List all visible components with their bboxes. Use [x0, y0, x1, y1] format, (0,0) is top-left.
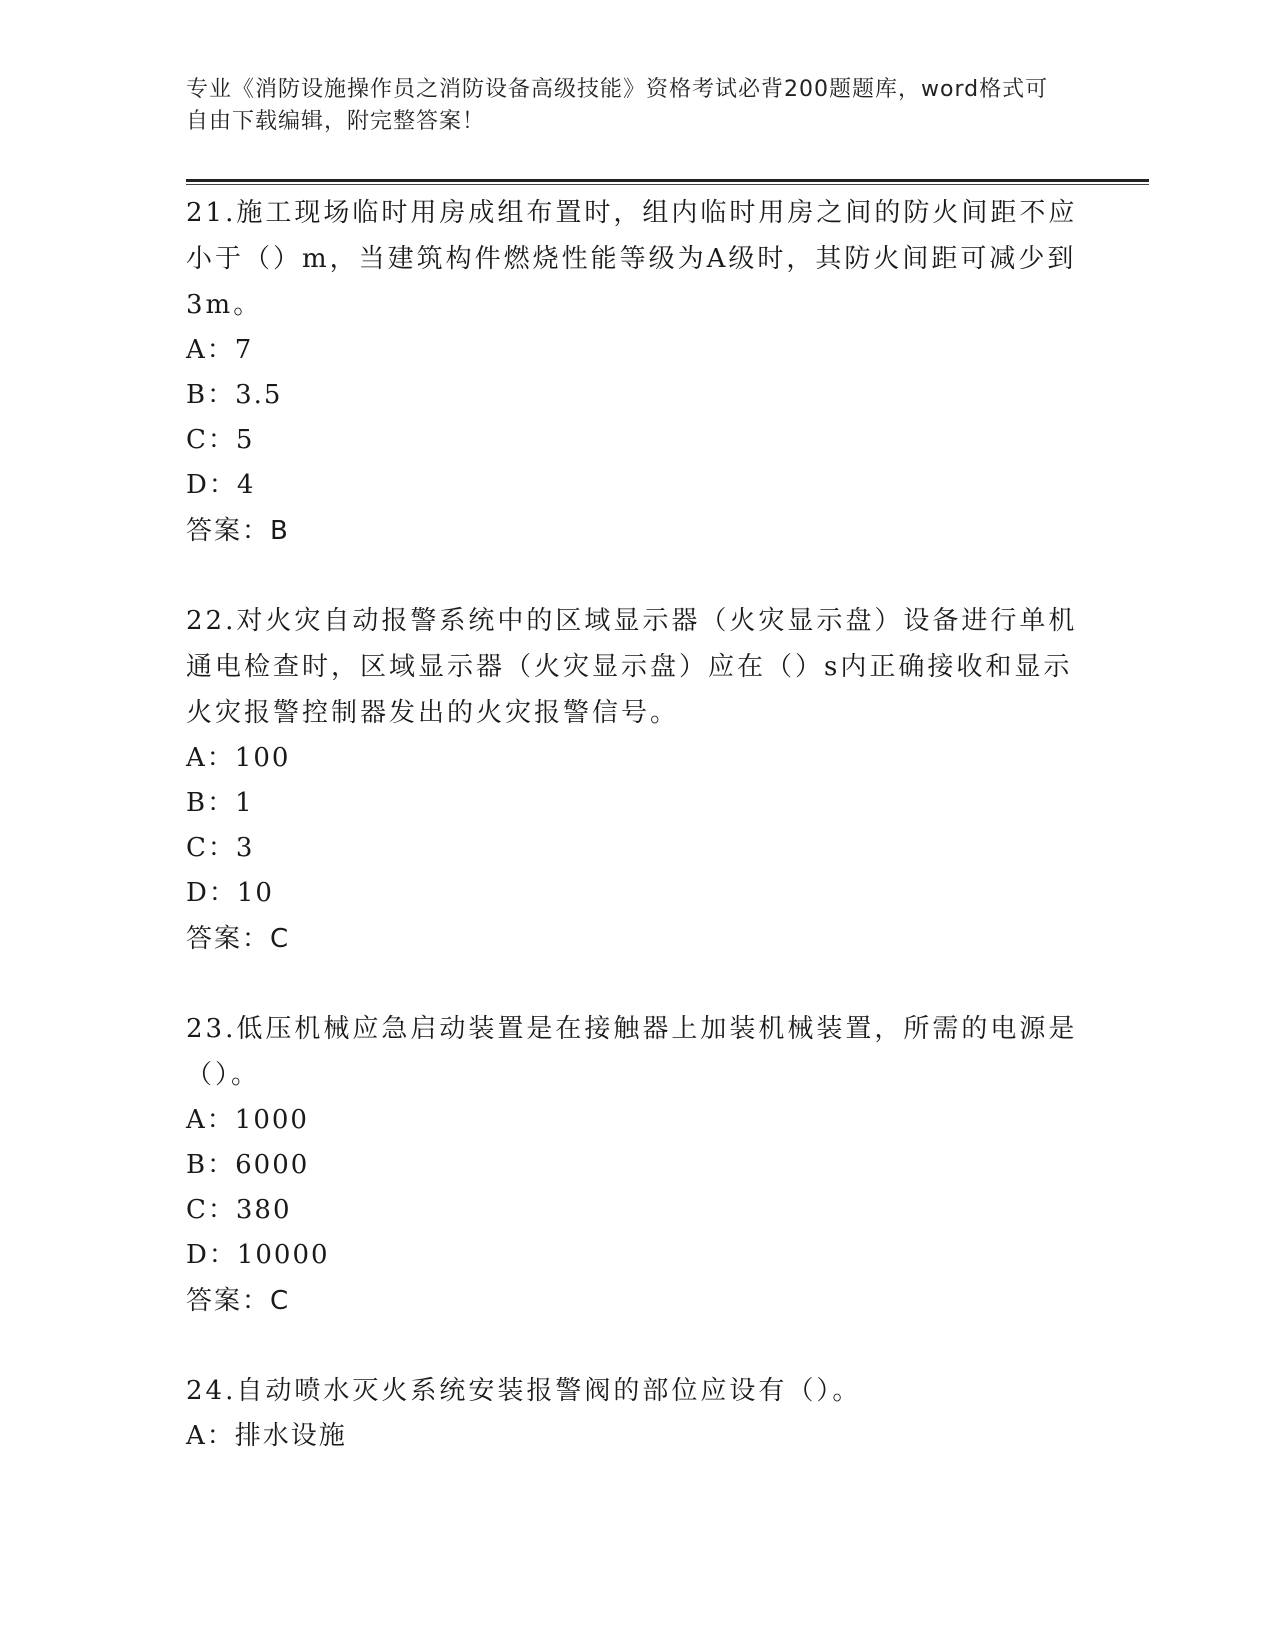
option-d: D：10000 [186, 1240, 330, 1270]
question-22 [186, 598, 1086, 962]
question-23 [186, 1006, 1086, 1324]
answer-line: 答案：C [186, 1286, 291, 1316]
answer-line: 答案：B [186, 516, 290, 546]
question-list [186, 190, 1086, 1459]
question-text: 23.低压机械应急启动装置是在接触器上加装机械装置，所需的电源是（）。 [186, 1014, 1078, 1090]
option-a: A：排水设施 [186, 1421, 347, 1451]
option-c: C：5 [186, 425, 255, 455]
option-c: C：380 [186, 1195, 292, 1225]
option-b: B：3.5 [186, 380, 283, 410]
option-a: A：7 [186, 335, 254, 365]
answer-line: 答案：C [186, 924, 291, 954]
question-text: 22.对火灾自动报警系统中的区域显示器（火灾显示盘）设备进行单机通电检查时，区域显示器（火灾显示盘）应在（）s内正确接收和显示火灾报警控制器发出的火灾报警信号。 [186, 606, 1078, 728]
header-divider-thin [186, 184, 1149, 185]
option-d: D：10 [186, 878, 274, 908]
document-header: 专业《消防设施操作员之消防设备高级技能》资格考试必背200题题库，word格式可自由下载编辑，附完整答案！ [186, 77, 1049, 134]
question-21 [186, 190, 1086, 554]
question-text: 21.施工现场临时用房成组布置时，组内临时用房之间的防火间距不应小于（）m，当建筑构件燃烧性能等级为A级时，其防火间距可减少到3m。 [186, 198, 1078, 320]
header-divider-thick [186, 179, 1149, 182]
question-text: 24.自动喷水灭火系统安装报警阀的部位应设有（）。 [186, 1376, 862, 1406]
option-d: D：4 [186, 470, 256, 500]
option-a: A：1000 [186, 1105, 309, 1135]
option-a: A：100 [186, 743, 291, 773]
option-b: B：1 [186, 788, 254, 818]
question-24 [186, 1368, 1086, 1459]
option-b: B：6000 [186, 1150, 310, 1180]
option-c: C：3 [186, 833, 255, 863]
